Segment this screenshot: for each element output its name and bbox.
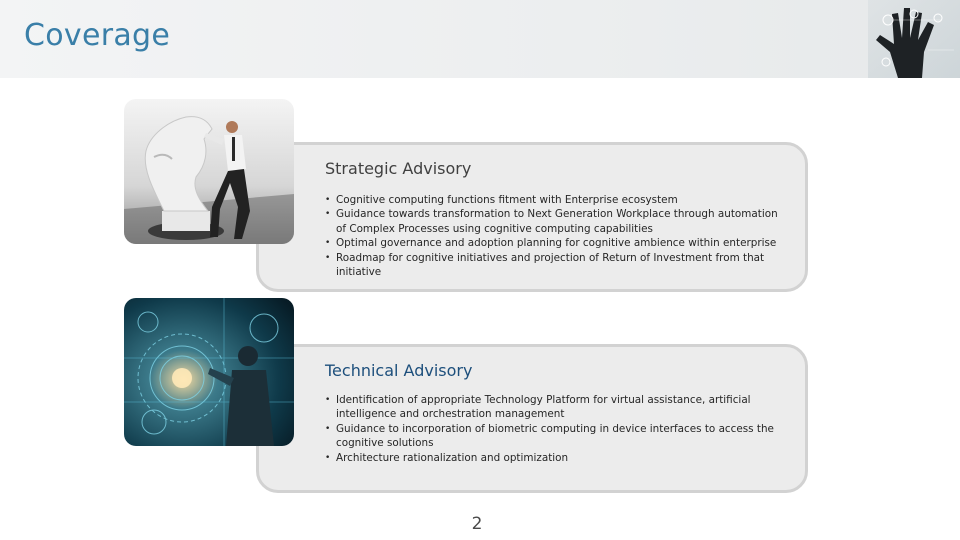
bullet-item: • Architecture rationalization and optimization xyxy=(325,451,787,465)
page-number: 2 xyxy=(471,514,483,534)
bullet-item: • Identification of appropriate Technology Platform for virtual assistance, artificial intelligence and orchestration management xyxy=(325,393,787,422)
strategic-advisory-bullets xyxy=(325,193,787,279)
digital-interface-photo xyxy=(124,298,294,446)
slide-title: Coverage xyxy=(24,18,171,53)
technical-advisory-card xyxy=(256,344,808,493)
bullet-item: • Optimal governance and adoption planning for cognitive ambience within enterprise xyxy=(325,236,787,250)
bullet-item: • Roadmap for cognitive initiatives and projection of Return of Investment from that initiative xyxy=(325,251,787,280)
bullet-item: • Guidance towards transformation to Next Generation Workplace through automation of Complex Processes using cognitive computing capabilities xyxy=(325,207,787,236)
hand-touch-icon xyxy=(868,0,960,78)
technical-advisory-bullets xyxy=(325,393,787,465)
bullet-item: • Cognitive computing functions fitment with Enterprise ecosystem xyxy=(325,193,787,207)
slide-header xyxy=(0,0,960,78)
strategic-advisory-card xyxy=(256,142,808,292)
strategic-advisory-title: Strategic Advisory xyxy=(325,159,472,178)
bullet-item: • Guidance to incorporation of biometric computing in device interfaces to access the cognitive solutions xyxy=(325,422,787,451)
technical-advisory-title: Technical Advisory xyxy=(325,361,473,380)
knight-pushing-person-photo xyxy=(124,99,294,244)
